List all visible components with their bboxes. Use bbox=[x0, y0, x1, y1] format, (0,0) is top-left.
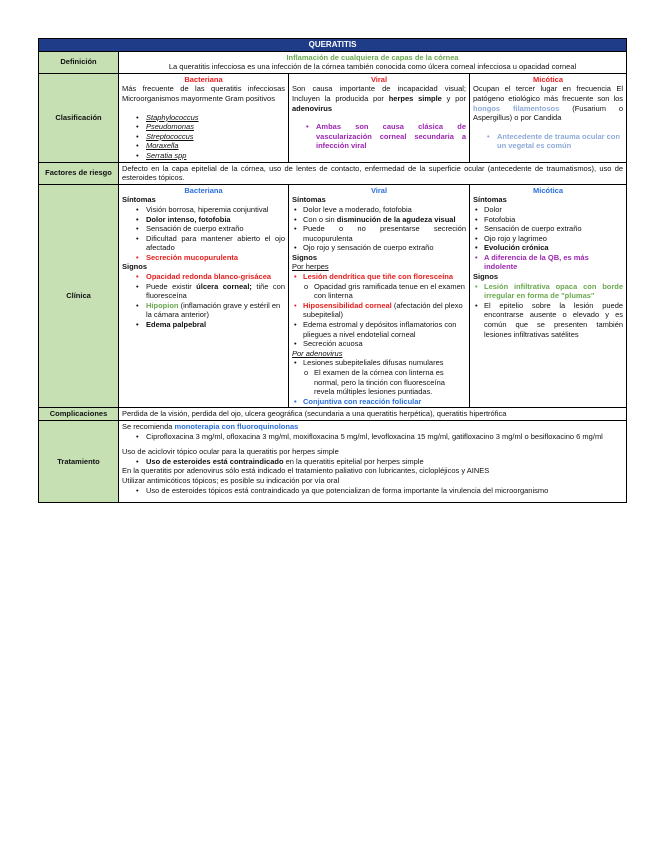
list-item: • Dolor leve a moderado, fotofobia bbox=[292, 205, 466, 215]
treatment-line: • Ciprofloxacina 3 mg/ml, ofloxacina 3 mg/ml, moxifloxacina 5 mg/ml, levofloxacina 15 mg/ml, gatifloxacino 3 mg/ml o besifloxacino 6 mg/ml bbox=[122, 432, 623, 442]
definition-cell bbox=[119, 51, 627, 73]
classification-mycotic-text: Ocupan el tercer lugar en frecuencia El patógeno etiológico más frecuente son los hongos filamentosos (Fusarium o Aspergillus) o por Candida bbox=[473, 84, 624, 123]
classification-bacterial-title: Bacteriana bbox=[184, 74, 223, 84]
risk-factors-label: Factores de riesgo bbox=[39, 162, 119, 184]
title-row bbox=[39, 39, 627, 52]
signs-heading: Signos bbox=[292, 252, 318, 262]
list-item: • Lesión infiltrativa opaca con borde irregular en forma de "plumas" bbox=[473, 282, 623, 301]
treatment-line: Se recomienda monoterapia con fluoroquinolonas bbox=[122, 421, 299, 431]
classification-viral-highlight: • Ambas son causa clásica de vascularización corneal secundaria a infección viral bbox=[292, 122, 466, 151]
complications-label: Complicaciones bbox=[39, 408, 119, 421]
treatment-row bbox=[39, 420, 627, 502]
symptoms-heading: Síntomas bbox=[292, 195, 326, 205]
list-item: • Conjuntiva con reacción folicular bbox=[292, 397, 466, 407]
risk-factors-text: Defecto en la capa epitelial de la córnea, uso de lentes de contacto, enfermedad de la superficie ocular (antecedente de traumatismos), uso de esteroides tópicos. bbox=[119, 162, 627, 184]
treatment-line: En la queratitis por adenovirus sólo está indicado el tratamiento paliativo con lubricantes, ciclopléjicos y AINES bbox=[122, 466, 490, 476]
list-subitem: o Opacidad gris ramificada tenue en el examen con linterna bbox=[292, 282, 466, 301]
definition-highlight: Inflamación de cualquiera de capas de la córnea bbox=[286, 52, 459, 62]
organism-item: • Serratia spp bbox=[122, 151, 285, 161]
treatment-line: • Uso de esteroides tópicos está contraindicado ya que potencializan de forma importante la virulencia del microorganismo bbox=[122, 486, 623, 496]
organism-item: • Streptococcus bbox=[122, 132, 285, 142]
list-item: • Lesión dendrítica que tiñe con floresceína bbox=[292, 272, 466, 282]
clinical-mycotic-title: Micótica bbox=[533, 185, 564, 195]
list-item: • Opacidad redonda blanco-grisácea bbox=[122, 272, 285, 282]
list-subitem: o El examen de la córnea con linterna es normal, pero la tinción con fluoresceína revela múltiples lesiones puntiadas. bbox=[292, 368, 466, 397]
list-item: • Edema estromal y depósitos inflamatorios con pliegues a nivel endotelial corneal bbox=[292, 320, 466, 339]
list-item: • Sensación de cuerpo extraño bbox=[122, 224, 285, 234]
complications-row bbox=[39, 408, 627, 421]
list-item: • Visión borrosa, hiperemia conjuntival bbox=[122, 205, 285, 215]
list-item: • Fotofobia bbox=[473, 215, 623, 225]
table-title: QUERATITIS bbox=[39, 39, 627, 52]
signs-heading: Signos bbox=[473, 272, 499, 282]
list-item: • Hiposensibilidad corneal (afectación del plexo subepitelial) bbox=[292, 301, 466, 320]
list-item: • Hipopion (inflamación grave y estéril en la cámara anterior) bbox=[122, 301, 285, 320]
classification-mycotic-title: Micótica bbox=[533, 74, 564, 84]
complications-text: Perdida de la visión, perdida del ojo, ulcera geográfica (secundaria a una queratitis herpética), queratitis hipertrófica bbox=[119, 408, 627, 421]
clinical-viral-cell bbox=[289, 184, 470, 408]
symptoms-heading: Síntomas bbox=[122, 195, 156, 205]
organism-item: • Staphylococcus bbox=[122, 113, 285, 123]
treatment-cell bbox=[119, 420, 627, 502]
clinical-row bbox=[39, 184, 627, 408]
list-item: • A diferencia de la QB, es más indolente bbox=[473, 253, 623, 272]
treatment-line: • Uso de esteroides está contraindicado en la queratitis epitelial por herpes simple bbox=[122, 457, 623, 467]
clinical-label: Clínica bbox=[39, 184, 119, 408]
list-item: • El epitelio sobre la lesión puede encontrarse ausente o elevado y es común que se presenten también lesiones infiltrativas satélites bbox=[473, 301, 623, 339]
classification-label: Clasificación bbox=[39, 73, 119, 162]
list-item: • Con o sin disminución de la agudeza visual bbox=[292, 215, 466, 225]
treatment-line: Utilizar antimicóticos tópicos; es posible su indicación por vía oral bbox=[122, 475, 340, 485]
definition-text: La queratitis infecciosa es una infección de la córnea también conocida como úlcera corneal infecciosa u opacidad corneal bbox=[168, 62, 577, 72]
list-item: • Secreción mucopurulenta bbox=[122, 253, 285, 263]
risk-factors-row bbox=[39, 162, 627, 184]
list-item: • Edema palpebral bbox=[122, 320, 285, 330]
list-item: • Ojo rojo y lagrimeo bbox=[473, 234, 623, 244]
keratitis-table bbox=[38, 38, 627, 503]
adenovirus-subheading: Por adenovirus bbox=[292, 348, 343, 358]
definition-label: Definición bbox=[39, 51, 119, 73]
definition-row bbox=[39, 51, 627, 73]
clinical-bacterial-cell bbox=[119, 184, 289, 408]
classification-viral-text: Son causa importante de incapacidad visual; Incluyen la producida por herpes simple y por adenovirus bbox=[292, 84, 466, 113]
list-item: • Dolor bbox=[473, 205, 623, 215]
clinical-viral-title: Viral bbox=[370, 185, 388, 195]
treatment-line: Uso de aciclovir tópico ocular para la queratitis por herpes simple bbox=[122, 447, 339, 457]
herpes-subheading: Por herpes bbox=[292, 262, 329, 272]
classification-viral-cell bbox=[289, 73, 470, 162]
list-item: • Lesiones subepiteliales difusas numulares bbox=[292, 358, 466, 368]
classification-bacterial-text: Más frecuente de las queratitis infecciosas Microorganismos mayormente Gram positivos bbox=[122, 84, 285, 103]
list-item: • Secreción acuosa bbox=[292, 339, 466, 349]
organism-item: • Moraxella bbox=[122, 141, 285, 151]
list-item: • Sensación de cuerpo extraño bbox=[473, 224, 623, 234]
clinical-mycotic-cell bbox=[470, 184, 627, 408]
list-item: • Evolución crónica bbox=[473, 243, 623, 253]
list-item: • Ojo rojo y sensación de cuerpo extraño bbox=[292, 243, 466, 253]
classification-mycotic-cell bbox=[470, 73, 627, 162]
list-item: • Puede existir úlcera corneal; tiñe con fluoresceína bbox=[122, 282, 285, 301]
classification-viral-title: Viral bbox=[370, 74, 388, 84]
classification-bacterial-cell bbox=[119, 73, 289, 162]
list-item: • Dificultad para mantener abierto el ojo afectado bbox=[122, 234, 285, 253]
list-item: • Dolor intenso, fotofobia bbox=[122, 215, 285, 225]
clinical-bacterial-title: Bacteriana bbox=[184, 185, 223, 195]
signs-heading: Signos bbox=[122, 262, 148, 272]
symptoms-heading: Síntomas bbox=[473, 195, 507, 205]
list-item: • Puede o no presentarse secreción mucopurulenta bbox=[292, 224, 466, 243]
classification-mycotic-highlight: • Antecedente de trauma ocular con un vegetal es común bbox=[473, 132, 623, 151]
organism-item: • Pseudomonas bbox=[122, 122, 285, 132]
treatment-label: Tratamiento bbox=[39, 420, 119, 502]
classification-row bbox=[39, 73, 627, 162]
